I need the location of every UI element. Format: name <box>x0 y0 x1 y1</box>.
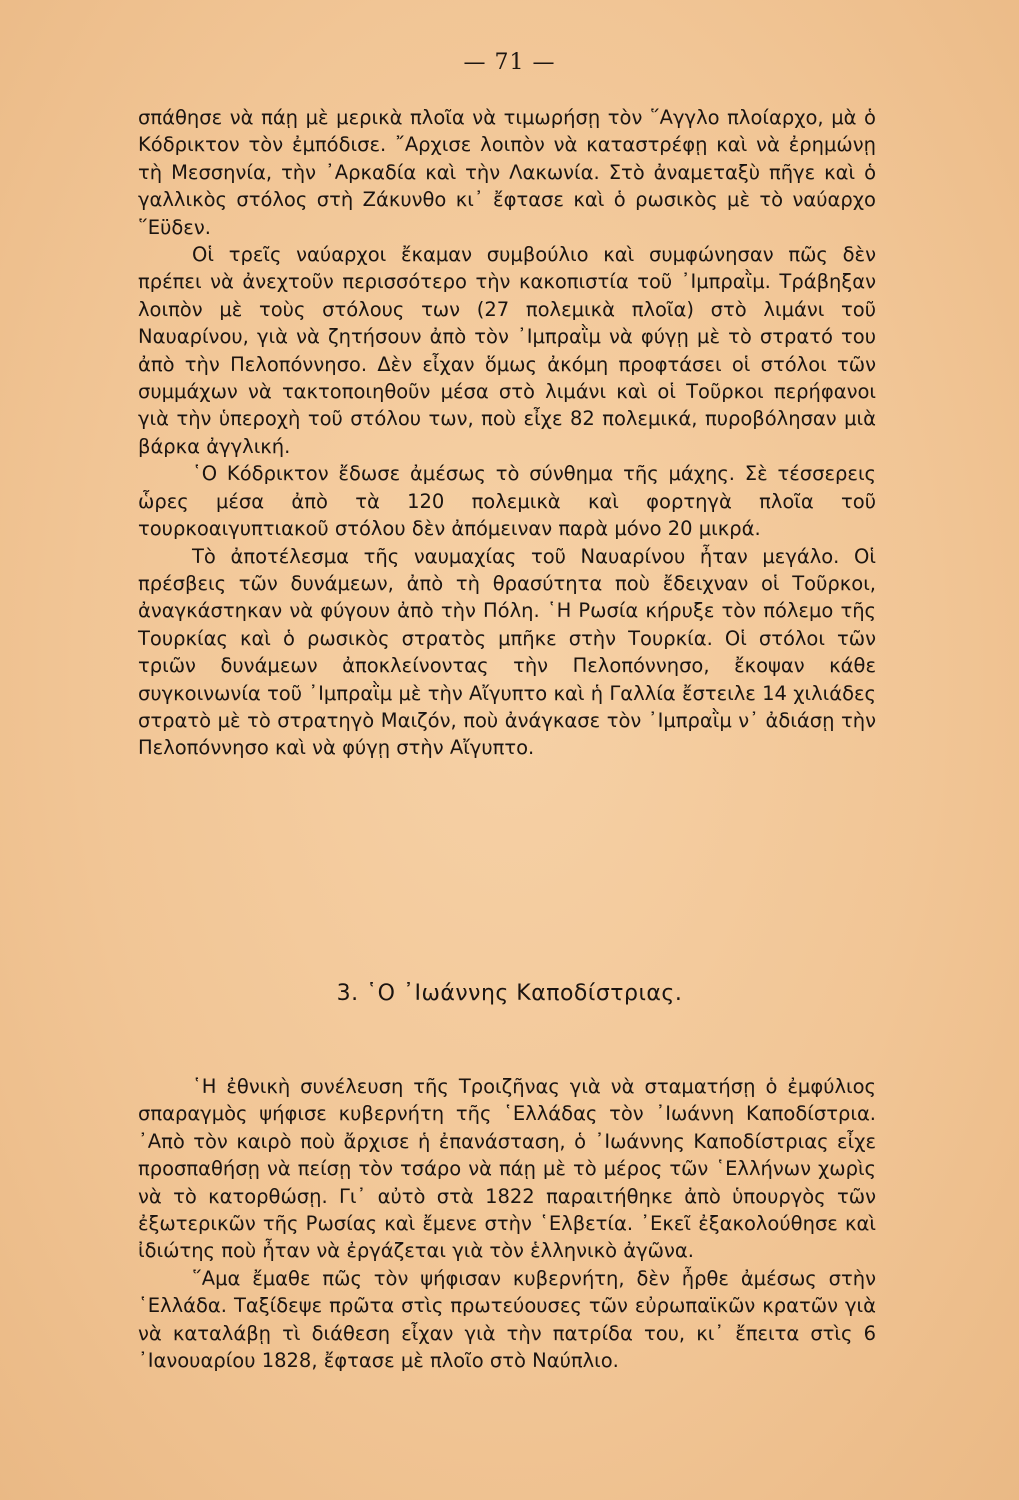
text-block-bottom <box>138 1073 876 1374</box>
page-number: — 71 — <box>463 50 556 75</box>
section-heading: 3. ῾Ο ᾿Ιωάννης Καποδίστριας. <box>336 981 683 1006</box>
paragraph: σπάθησε νὰ πάῃ μὲ μερικὰ πλοῖα νὰ τιμωρήσῃ τὸν ῞Αγγλο πλοίαρχο, μὰ ὁ Κόδρικτον τὸν ἐμπόδισε. ῎Αρχισε λοιπὸν νὰ καταστρέφῃ καὶ νὰ ἐρημώνῃ τὴ Μεσσηνία, τὴν ᾿Αρκαδία καὶ τὴν Λακωνία. Στὸ ἀναμεταξὺ πῆγε καὶ ὁ γαλλικὸς στόλος στὴ Ζάκυνθο κι᾿ ἔφτασε καὶ ὁ ρωσικὸς μὲ τὸ ναύαρχο ῞Εϋδεν. <box>138 106 876 239</box>
paragraph: ῾Η ἐθνικὴ συνέλευση τῆς Τροιζῆνας γιὰ νὰ σταματήσῃ ὁ ἐμφύλιος σπαραγμὸς ψήφισε κυβερνήτη τῆς ῾Ελλάδας τὸν ᾿Ιωάννη Καποδίστρια. ᾿Απὸ τὸν καιρὸ ποὺ ἄρχισε ἡ ἐπανάσταση, ὁ ᾿Ιωάννης Καποδίστριας εἶχε προσπαθήσῃ νὰ πείσῃ τὸν τσάρο νὰ πάῃ μὲ τὸ μέρος τῶν ῾Ελλήνων χωρὶς νὰ τὸ κατορθώσῃ. Γι᾿ αὐτὸ στὰ 1822 παραιτήθηκε ἀπὸ ὑπουργὸς τῶν ἐξωτερικῶν τῆς Ρωσίας καὶ ἔμενε στὴν ῾Ελβετία. ᾿Εκεῖ ἐξακολούθησε καὶ ἰδιώτης ποὺ ἦταν νὰ ἐργάζεται γιὰ τὸν ἑλληνικὸ ἀγῶνα. <box>138 1075 876 1263</box>
paragraph: ῞Αμα ἔμαθε πῶς τὸν ψήφισαν κυβερνήτη, δὲν ἦρθε ἀμέσως στὴν ῾Ελλάδα. Ταξίδεψε πρῶτα στὶς πρωτεύουσες τῶν εὐρωπαϊκῶν κρατῶν γιὰ νὰ καταλάβῃ τὶ διάθεση εἶχαν γιὰ τὴν πατρίδα του, κι᾿ ἔπειτα στὶς 6 ᾿Ιανουαρίου 1828, ἔφτασε μὲ πλοῖο στὸ Ναύπλιο. <box>138 1266 876 1373</box>
text-block-top <box>138 104 876 762</box>
paragraph: Οἱ τρεῖς ναύαρχοι ἔκαμαν συμβούλιο καὶ συμφώνησαν πῶς δὲν πρέπει νὰ ἀνεχτοῦν περισσότερο τὴν κακοπιστία τοῦ ᾿Ιμπραῒμ. Τράβηξαν λοιπὸν μὲ τοὺς στόλους των (27 πολεμικὰ πλοῖα) στὸ λιμάνι τοῦ Ναυαρίνου, γιὰ νὰ ζητήσουν ἀπὸ τὸν ᾿Ιμπραῒμ νὰ φύγῃ μὲ τὸ στρατό του ἀπὸ τὴν Πελοπόννησο. Δὲν εἶχαν ὅμως ἀκόμη προφτάσει οἱ στόλοι τῶν συμμάχων νὰ τακτοποιηθοῦν μέσα στὸ λιμάνι καὶ οἱ Τοῦρκοι περήφανοι γιὰ τὴν ὑπεροχὴ τοῦ στόλου των, ποὺ εἶχε 82 πολεμικά, πυροβόλησαν μιὰ βάρκα ἀγγλική. <box>138 243 876 458</box>
paragraph: Τὸ ἀποτέλεσμα τῆς ναυμαχίας τοῦ Ναυαρίνου ἦταν μεγάλο. Οἱ πρέσβεις τῶν δυνάμεων, ἀπὸ τὴ θρασύτητα ποὺ ἔδειχναν οἱ Τοῦρκοι, ἀναγκάστηκαν νὰ φύγουν ἀπὸ τὴν Πόλη. ῾Η Ρωσία κήρυξε τὸν πόλεμο τῆς Τουρκίας καὶ ὁ ρωσικὸς στρατὸς μπῆκε στὴν Τουρκία. Οἱ στόλοι τῶν τριῶν δυνάμεων ἀποκλείνοντας τὴν Πελοπόννησο, ἔκοψαν κάθε συγκοινωνία τοῦ ᾿Ιμπραῒμ μὲ τὴν Αἴγυπτο καὶ ἡ Γαλλία ἔστειλε 14 χιλιάδες στρατὸ μὲ τὸ στρατηγὸ Μαιζόν, ποὺ ἀνάγκασε τὸν ᾿Ιμπραῒμ ν᾿ ἀδιάσῃ τὴν Πελοπόννησο καὶ νὰ φύγῃ στὴν Αἴγυπτο. <box>138 544 876 760</box>
paragraph: ῾Ο Κόδρικτον ἔδωσε ἀμέσως τὸ σύνθημα τῆς μάχης. Σὲ τέσσερεις ὧρες μέσα ἀπὸ τὰ 120 πολεμικὰ καὶ φορτηγὰ πλοῖα τοῦ τουρκοαιγυπτιακοῦ στόλου δὲν ἀπόμειναν παρὰ μόνο 20 μικρά. <box>138 462 876 541</box>
